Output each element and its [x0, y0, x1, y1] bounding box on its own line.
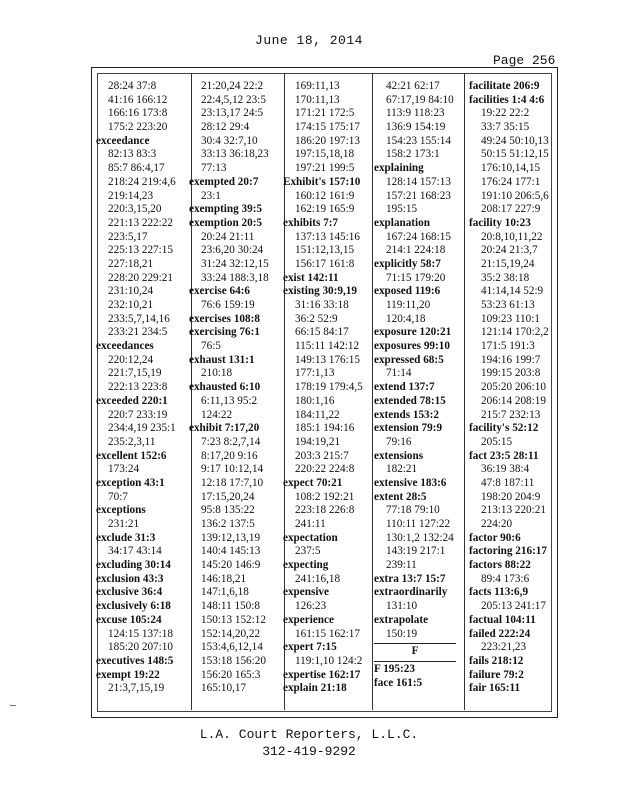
index-reference: 165:10,17 [201, 682, 247, 695]
index-reference: 21:15,19,24 [481, 257, 535, 270]
index-reference: 194:16 199:7 [481, 353, 541, 366]
index-reference: 108:2 192:21 [295, 490, 355, 503]
index-reference: 23:6,20 30:24 [201, 244, 264, 257]
index-reference: 126:23 [295, 600, 327, 613]
index-term: expecting [283, 559, 329, 572]
index-column-1 [96, 80, 176, 696]
index-term: facts 113:6,9 [469, 586, 529, 599]
index-reference: 180:1,16 [295, 394, 335, 407]
index-reference: 205:20 206:10 [481, 381, 546, 394]
index-column-4 [374, 80, 456, 690]
index-term: fair 165:11 [469, 682, 521, 695]
index-reference: 152:14,20,22 [201, 627, 261, 640]
column-divider [464, 73, 465, 710]
index-term: exception 43:1 [96, 476, 165, 489]
index-term: fails 218:12 [469, 654, 524, 667]
index-reference: 136:9 154:19 [386, 121, 446, 134]
section-divider [374, 643, 456, 644]
index-term: facility 10:23 [469, 216, 531, 229]
index-reference: 182:21 [386, 463, 418, 476]
index-reference: 140:4 145:13 [201, 545, 261, 558]
index-reference: 158:2 173:1 [386, 148, 440, 161]
index-reference: 67:17,19 84:10 [386, 93, 454, 106]
transcript-date: June 18, 2014 [255, 33, 363, 48]
index-term: factoring 216:17 [469, 545, 547, 558]
index-reference: 143:19 217:1 [386, 545, 446, 558]
index-reference: 41:16 166:12 [108, 93, 168, 106]
index-column-5 [469, 80, 549, 696]
index-reference: 220:12,24 [108, 353, 154, 366]
index-reference: 213:13 220:21 [481, 504, 546, 517]
index-reference: 222:13 223:8 [108, 381, 168, 394]
index-reference: 36:2 52:9 [295, 312, 338, 325]
index-column-3 [283, 80, 363, 696]
index-term: extend 137:7 [374, 381, 435, 394]
page-number: Page 256 [493, 53, 556, 68]
index-reference: 161:15 162:17 [295, 627, 360, 640]
index-term: exclusion 43:3 [96, 572, 164, 585]
index-term: facility's 52:12 [469, 422, 539, 435]
index-term: exhibits 7:7 [283, 216, 339, 229]
index-reference: 185:20 207:10 [108, 641, 173, 654]
section-divider [374, 661, 456, 662]
index-reference: 147:1,6,18 [201, 586, 249, 599]
index-term: Exhibit's 157:10 [283, 175, 361, 188]
index-term: F 195:23 [374, 662, 415, 675]
index-term: exercising 76:1 [189, 326, 260, 339]
index-term: facilities 1:4 4:6 [469, 93, 545, 106]
index-term: failure 79:2 [469, 668, 524, 681]
index-reference: 28:24 37:8 [108, 80, 157, 92]
index-reference: 205:13 241:17 [481, 600, 546, 613]
index-reference: 79:16 [386, 435, 412, 448]
index-reference: 153:18 156:20 [201, 654, 266, 667]
index-term: factor 90:6 [469, 531, 521, 544]
index-term: exposed 119:6 [374, 285, 441, 298]
index-reference: 225:13 227:15 [108, 244, 173, 257]
index-reference: 70:7 [108, 490, 128, 503]
index-reference: 137:13 145:16 [295, 230, 360, 243]
index-reference: 166:16 173:8 [108, 107, 168, 120]
index-reference: 115:11 142:12 [295, 340, 360, 353]
index-reference: 157:21 168:23 [386, 189, 451, 202]
index-term: executives 148:5 [96, 654, 174, 667]
index-term: facilitate 206:9 [469, 80, 540, 92]
index-reference: 49:24 50:10,13 [481, 134, 549, 147]
index-reference: 221:7,15,19 [108, 367, 162, 380]
index-reference: 176:10,14,15 [481, 162, 541, 175]
index-reference: 77:13 [201, 162, 227, 175]
index-term: extensions [374, 449, 424, 462]
index-reference: 31:16 33:18 [295, 299, 349, 311]
index-reference: 28:12 29:4 [201, 121, 250, 134]
index-reference: 128:14 157:13 [386, 175, 451, 188]
index-reference: 195:15 [386, 203, 418, 216]
index-term: exceedance [96, 134, 150, 147]
index-term: exclude 31:3 [96, 531, 156, 544]
index-reference: 156:17 161:8 [295, 257, 355, 270]
scan-artifact [10, 705, 16, 706]
index-reference: 175:2 223:20 [108, 121, 168, 134]
index-reference: 184:11,22 [295, 408, 340, 421]
index-reference: 223:5,17 [108, 230, 148, 243]
index-term: exposures 99:10 [374, 340, 450, 353]
index-reference: 76:5 [201, 340, 221, 353]
index-reference: 20:8,10,11,22 [481, 230, 543, 243]
index-term: explicitly 58:7 [374, 257, 441, 270]
index-reference: 33:24 188:3,18 [201, 271, 269, 284]
index-term: exhausted 6:10 [189, 381, 261, 394]
index-reference: 31:24 32:12,15 [201, 257, 269, 270]
index-reference: 12:18 17:7,10 [201, 476, 264, 489]
index-reference: 177:1,13 [295, 367, 335, 380]
index-term: exempted 20:7 [189, 175, 259, 188]
index-reference: 150:19 [386, 627, 418, 640]
index-reference: 234:4,19 235:1 [108, 422, 176, 435]
index-term: explain 21:18 [283, 682, 347, 695]
index-reference: 233:21 234:5 [108, 326, 168, 339]
index-term: extrapolate [374, 613, 429, 626]
index-reference: 149:13 176:15 [295, 353, 360, 366]
index-reference: 41:14,14 52:9 [481, 285, 544, 298]
index-term: extension 79:9 [374, 422, 443, 435]
index-reference: 71:14 [386, 367, 412, 380]
index-column-2 [189, 80, 269, 696]
index-reference: 9:17 10:12,14 [201, 463, 264, 476]
index-reference: 191:10 206:5,6 [481, 189, 549, 202]
index-term: exclusive 36:4 [96, 586, 163, 599]
index-term: exclusively 6:18 [96, 600, 171, 613]
index-reference: 124:22 [201, 408, 233, 421]
index-reference: 194:19,21 [295, 435, 341, 448]
index-reference: 233:5,7,14,16 [108, 312, 170, 325]
index-reference: 23:1 [201, 189, 221, 202]
index-term: excellent 152:6 [96, 449, 167, 462]
index-reference: 221:13 222:22 [108, 216, 173, 229]
index-term: face 161:5 [374, 676, 423, 689]
index-term: expressed 68:5 [374, 353, 444, 366]
index-reference: 218:24 219:4,6 [108, 175, 176, 188]
index-reference: 176:24 177:1 [481, 175, 541, 188]
index-reference: 171:21 172:5 [295, 107, 355, 120]
index-reference: 241:16,18 [295, 572, 341, 585]
index-reference: 203:3 215:7 [295, 449, 349, 462]
index-term: fact 23:5 28:11 [469, 449, 539, 462]
index-reference: 206:14 208:19 [481, 394, 546, 407]
index-reference: 148:11 150:8 [201, 600, 260, 613]
index-reference: 42:21 62:17 [386, 80, 440, 92]
index-reference: 110:11 127:22 [386, 518, 451, 530]
index-reference: 239:11 [386, 559, 417, 572]
index-term: extends 153:2 [374, 408, 439, 421]
index-reference: 47:8 187:11 [481, 476, 535, 489]
index-reference: 124:15 137:18 [108, 627, 173, 640]
index-reference: 145:20 146:9 [201, 559, 261, 572]
index-reference: 167:24 168:15 [386, 230, 451, 243]
index-reference: 153:4,6,12,14 [201, 641, 263, 654]
index-reference: 22:4,5,12 23:5 [201, 93, 266, 106]
index-term: exercises 108:8 [189, 312, 260, 325]
index-reference: 220:7 233:19 [108, 408, 168, 421]
index-reference: 170:11,13 [295, 93, 340, 106]
index-term: extensive 183:6 [374, 476, 447, 489]
column-divider [372, 73, 373, 710]
index-reference: 8:17,20 9:16 [201, 449, 258, 462]
index-term: expert 7:15 [283, 641, 337, 654]
index-reference: 205:15 [481, 435, 513, 448]
index-reference: 173:24 [108, 463, 140, 476]
index-reference: 36:19 38:4 [481, 463, 530, 476]
index-reference: 121:14 170:2,2 [481, 326, 549, 339]
index-reference: 227:18,21 [108, 257, 154, 270]
index-reference: 223:18 226:8 [295, 504, 355, 517]
index-reference: 228:20 229:21 [108, 271, 173, 284]
index-term: exempting 39:5 [189, 203, 263, 216]
index-term: exceeded 220:1 [96, 394, 168, 407]
index-reference: 162:19 165:9 [295, 203, 355, 216]
index-reference: 34:17 43:14 [108, 545, 162, 558]
index-term: extra 13:7 15:7 [374, 572, 446, 585]
index-term: explanation [374, 216, 430, 229]
index-reference: 198:20 204:9 [481, 490, 541, 503]
index-reference: 220:22 224:8 [295, 463, 355, 476]
index-term: exist 142:11 [283, 271, 339, 284]
index-term: factual 104:11 [469, 613, 536, 626]
index-reference: 146:18,21 [201, 572, 247, 585]
index-term: expensive [283, 586, 329, 599]
index-reference: 136:2 137:5 [201, 518, 255, 530]
index-term: exempt 19:22 [96, 668, 160, 681]
index-reference: 215:7 232:13 [481, 408, 541, 421]
index-reference: 119:1,10 124:2 [295, 654, 363, 667]
index-reference: 53:23 61:13 [481, 299, 535, 311]
index-term: excuse 105:24 [96, 613, 162, 626]
index-reference: 131:10 [386, 600, 418, 613]
index-reference: 150:13 152:12 [201, 613, 266, 626]
index-reference: 66:15 84:17 [295, 326, 349, 339]
index-term: failed 222:24 [469, 627, 531, 640]
index-reference: 235:2,3,11 [108, 435, 156, 448]
index-reference: 130:1,2 132:24 [386, 531, 454, 544]
index-term: exercise 64:6 [189, 285, 250, 298]
index-reference: 220:3,15,20 [108, 203, 162, 216]
index-reference: 19:22 22:2 [481, 107, 530, 120]
section-letter: F [411, 645, 419, 658]
index-reference: 186:20 197:13 [295, 134, 360, 147]
index-reference: 178:19 179:4,5 [295, 381, 363, 394]
index-reference: 33:13 36:18,23 [201, 148, 269, 161]
index-reference: 232:10,21 [108, 299, 154, 311]
index-reference: 208:17 227:9 [481, 203, 541, 216]
index-term: extended 78:15 [374, 394, 446, 407]
index-reference: 20:24 21:3,7 [481, 244, 538, 257]
index-reference: 119:11,20 [386, 299, 431, 311]
index-reference: 241:11 [295, 518, 326, 530]
index-reference: 33:7 35:15 [481, 121, 530, 134]
index-term: exhaust 131:1 [189, 353, 255, 366]
index-reference: 171:5 191:3 [481, 340, 535, 353]
index-term: factors 88:22 [469, 559, 531, 572]
index-reference: 214:1 224:18 [386, 244, 446, 257]
index-term: exhibit 7:17,20 [189, 422, 260, 435]
index-reference: 169:11,13 [295, 80, 340, 92]
index-reference: 237:5 [295, 545, 321, 558]
index-reference: 156:20 165:3 [201, 668, 261, 681]
index-reference: 82:13 83:3 [108, 148, 157, 161]
index-reference: 224:20 [481, 518, 513, 530]
index-reference: 231:10,24 [108, 285, 154, 298]
index-reference: 30:4 32:7,10 [201, 134, 258, 147]
index-reference: 6:11,13 95:2 [201, 394, 258, 407]
index-reference: 139:12,13,19 [201, 531, 261, 544]
index-term: exposure 120:21 [374, 326, 452, 339]
index-term: exemption 20:5 [189, 216, 263, 229]
index-term: extraordinarily [374, 586, 448, 599]
index-reference: 7:23 8:2,7,14 [201, 435, 261, 448]
index-reference: 174:15 175:17 [295, 121, 360, 134]
court-reporter-phone: 312-419-9292 [262, 744, 356, 759]
index-reference: 95:8 135:22 [201, 504, 255, 517]
index-term: experience [283, 613, 334, 626]
index-reference: 231:21 [108, 518, 140, 530]
index-reference: 120:4,18 [386, 312, 426, 325]
court-reporter-name: L.A. Court Reporters, L.L.C. [199, 727, 419, 742]
index-reference: 71:15 179:20 [386, 271, 446, 284]
index-reference: 210:18 [201, 367, 233, 380]
index-reference: 76:6 159:19 [201, 299, 255, 311]
index-reference: 89:4 173:6 [481, 572, 530, 585]
index-reference: 223:21,23 [481, 641, 527, 654]
index-reference: 113:9 118:23 [386, 107, 445, 120]
index-reference: 17:15,20,24 [201, 490, 255, 503]
index-reference: 35:2 38:18 [481, 271, 530, 284]
index-term: explaining [374, 162, 424, 175]
index-term: excluding 30:14 [96, 559, 171, 572]
index-reference: 77:18 79:10 [386, 504, 440, 517]
index-reference: 197:15,18,18 [295, 148, 355, 161]
index-reference: 23:13,17 24:5 [201, 107, 264, 120]
index-reference: 85:7 86:4,17 [108, 162, 165, 175]
index-reference: 199:15 203:8 [481, 367, 541, 380]
index-reference: 151:12,13,15 [295, 244, 355, 257]
index-term: exceptions [96, 504, 146, 517]
index-term: existing 30:9,19 [283, 285, 357, 298]
index-reference: 160:12 161:9 [295, 189, 355, 202]
index-reference: 21:20,24 22:2 [201, 80, 264, 92]
index-reference: 20:24 21:11 [201, 230, 255, 243]
index-reference: 219:14,23 [108, 189, 154, 202]
index-term: expect 70:21 [283, 476, 343, 489]
index-term: expectation [283, 531, 338, 544]
index-reference: 185:1 194:16 [295, 422, 355, 435]
index-reference: 109:23 110:1 [481, 312, 540, 325]
index-term: exceedances [96, 340, 154, 353]
index-reference: 154:23 155:14 [386, 134, 451, 147]
index-reference: 21:3,7,15,19 [108, 682, 165, 695]
index-reference: 50:15 51:12,15 [481, 148, 549, 161]
index-term: expertise 162:17 [283, 668, 361, 681]
index-term: extent 28:5 [374, 490, 427, 503]
index-reference: 197:21 199:5 [295, 162, 355, 175]
